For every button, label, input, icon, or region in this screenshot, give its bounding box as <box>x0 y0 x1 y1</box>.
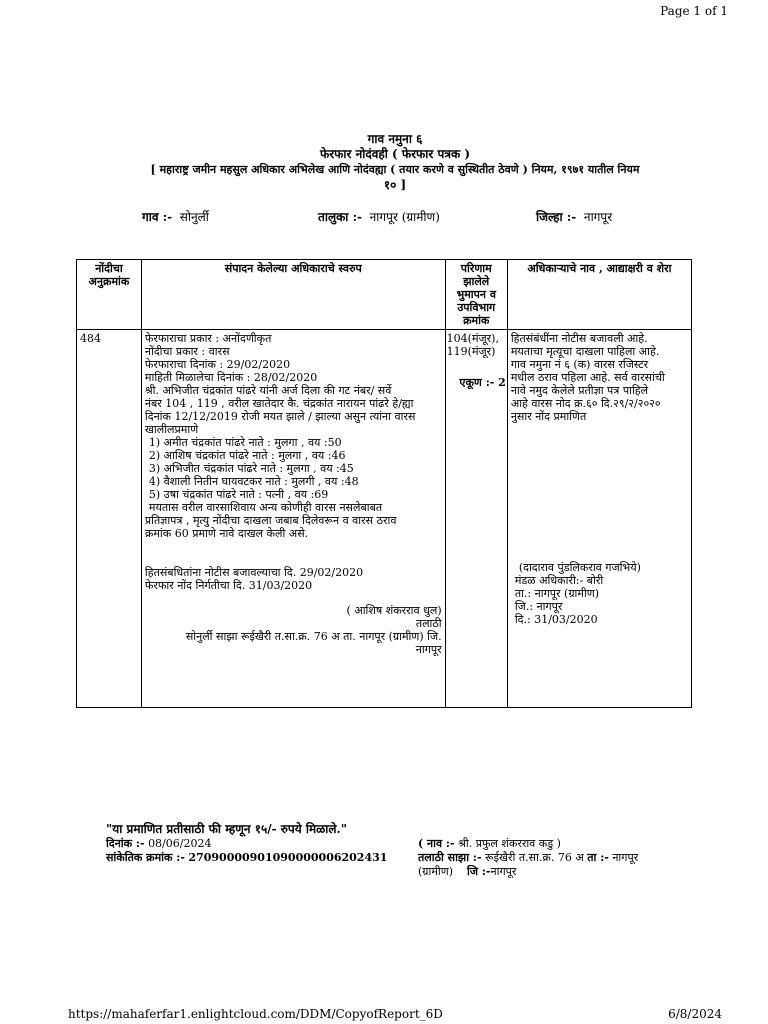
code-label: सांकेतिक क्रमांक :- <box>106 851 185 864</box>
district-label: जिल्हा :- <box>536 210 577 224</box>
table-row <box>77 330 692 708</box>
officer-circle: मंडळ अधिकारी:- बोरी <box>514 574 604 587</box>
detail-text: दिनांक 12/12/2019 रोजी मयत झाले / झाल्या असुन त्यांना वारस <box>144 410 416 423</box>
rights-details <box>141 330 445 708</box>
footer-code <box>106 851 387 865</box>
talathi-office-cont: नागपूर <box>415 643 442 656</box>
table-header-row <box>77 260 692 330</box>
remark-line: गाव नमुना नं ६ (क) वारस रजिस्टर <box>510 358 649 371</box>
page-label: Page 1 of 1 <box>660 4 728 18</box>
entry-type: नोंदीचा प्रकार : वारस <box>144 345 230 358</box>
col-rights: संपादन केलेल्या अधिकाराचे स्वरुप <box>141 260 445 330</box>
detail-text: क्रमांक 60 प्रमाणे नावे दाखल केली असे. <box>144 527 309 540</box>
district-value: नागपूर <box>583 210 613 224</box>
form-subtitle: फेरफार नोदंवही ( फेरफार पत्रक ) <box>319 147 471 161</box>
fee-statement: "या प्रमाणित प्रतीसाठी फी म्हणून १५/- रुपये मिळाले." <box>106 822 347 836</box>
survey-total: एकूण :- 2 <box>459 376 506 389</box>
talathi-office: सोनुर्ली साझा रूईखैरी त.सा.क्र. 76 अ ता. नागपूर (ग्रामीण) जि. <box>185 630 442 643</box>
form-rule-cont: १० ] <box>383 178 407 192</box>
footer-dist-value: नागपूर <box>490 865 517 878</box>
sajja-label: तलाठी साझा :- <box>418 851 482 864</box>
print-date: 6/8/2024 <box>668 1007 722 1021</box>
col-officer: अधिकाऱ्याचे नाव , आद्याक्षरी व शेरा <box>507 260 691 330</box>
page-url[interactable]: https://mahaferfar1.enlightcloud.com/DDM/CopyofReport_6D <box>68 1007 443 1021</box>
date-label: दिनांक :- <box>106 837 145 850</box>
heir-item: 2) आशिष चंद्रकांत पांढरे नाते : मुलगा , वय :46 <box>148 449 346 462</box>
sajja-value: रूईखैरी त.सा.क्र. 76 अ <box>485 851 584 864</box>
village-meta <box>142 208 209 225</box>
mutation-table <box>76 259 692 708</box>
remark-line: नुसार नोंद प्रमाणित <box>510 410 587 423</box>
heir-item: 5) उषा चंद्रकांत पांढरे नाते : पत्नी , वय :69 <box>148 488 329 501</box>
name-value: श्री. प्रफुल शंकरराव कडु ) <box>458 837 561 850</box>
entry-number: 484 <box>77 330 142 708</box>
col-entry-no: नोंदीचा अनुक्रमांक <box>77 260 142 330</box>
officer-date: दि.: 31/03/2020 <box>514 613 598 626</box>
talathi-name: ( आशिष शंकरराव धुल) <box>346 604 442 617</box>
survey-numbers <box>445 330 507 708</box>
remark-line: मयताचा मृत्यूचा दाखला पाहिला आहे. <box>510 345 660 358</box>
footer-rural: (ग्रामीण) <box>418 865 454 878</box>
remark-line: मधील ठराव पहिला आहे. सर्व वारसांची <box>510 371 665 384</box>
heir-item: 1) अमीत चंद्रकांत पांढरे नाते : मुलगा , वय :50 <box>148 436 342 449</box>
name-label: ( नाव :- <box>418 837 455 850</box>
form-rule: [ महाराष्ट्र जमीन महसुल अधिकार अभिलेख आणि नोदंवह्या ( तयार करणे व सुस्थितीत ठेवणे ) नियम, १९७१ यातील नियम <box>150 163 640 176</box>
remark-line: आहे वारस नोद क्र.६० दि.२९/२/२०२० <box>510 397 661 410</box>
footer-district <box>418 865 516 879</box>
village-value: सोनुर्ली <box>179 210 209 224</box>
village-label: गाव :- <box>142 210 173 224</box>
code-value: 27090000901090000006202431 <box>188 851 388 864</box>
officer-name: (दादाराव पुंडलिकराव गजभिये) <box>518 561 641 574</box>
form-title: गाव नमुना ६ <box>367 132 423 146</box>
heir-item: 4) वैशाली नितीन घायवटकर नाते : मुलगी , वय :48 <box>148 475 359 488</box>
taluka-meta <box>318 208 440 225</box>
detail-text: खालीलप्रमाणे <box>144 423 199 436</box>
talathi-role: तलाठी <box>415 617 442 630</box>
col-survey: परिणाम झालेले भुमापन व उपविभाग क्रमांक <box>445 260 507 330</box>
footer-taluka-label: ता :- <box>587 851 609 864</box>
notice-date: हितसंबधितांना नोटीस बजावल्याचा दि. 29/02/2020 <box>144 566 364 579</box>
remark-line: हितसंबंधींना नोटीस बजावली आहे. <box>510 332 648 345</box>
footer-taluka-value: नागपूर <box>612 851 639 864</box>
district-meta <box>536 208 612 225</box>
footer-sajja <box>418 851 638 865</box>
taluka-label: तालुका :- <box>318 210 362 224</box>
footer-date <box>106 837 211 851</box>
issued-date: फेरफार नोंद निर्गतीचा दि. 31/03/2020 <box>144 579 313 592</box>
footer-name <box>418 837 561 851</box>
detail-text: श्री. अभिजीत चंद्रकांत पांढरे यांनी अर्ज दिला की गट नंबर/ सर्वे <box>144 384 392 397</box>
survey-number: 104(मंजूर), <box>446 332 499 345</box>
heir-item: 3) अभिजीत चंद्रकांत पांढरे नाते : मुलगा , वय :45 <box>148 462 354 475</box>
detail-text: प्रतिज्ञापत्र , मृत्यु नोंदीचा दाखला जबाब दिलेवरून व वारस ठराव <box>144 514 397 527</box>
mutation-type: फेरफाराचा प्रकार : अनोंदणीकृत <box>144 332 272 345</box>
officer-district: जि.: नागपूर <box>514 600 563 613</box>
remark-line: नावे नमुद केलेले प्रतीज्ञा पत्र पाहिले <box>510 384 649 397</box>
taluka-value: नागपूर (ग्रामीण) <box>369 210 440 224</box>
detail-text: मयतास वरील वारसाशिवाय अन्य कोणीही वारस नसलेबाबत <box>148 501 383 514</box>
mutation-date: फेरफाराचा दिनांक : 29/02/2020 <box>144 358 291 371</box>
officer-taluka: ता.: नागपूर (ग्रामीण) <box>514 587 600 600</box>
info-date: माहिती मिळालेचा दिनांक : 28/02/2020 <box>144 371 318 384</box>
officer-remarks <box>507 330 691 708</box>
date-value: 08/06/2024 <box>148 837 212 850</box>
survey-number: 119(मंजूर) <box>446 345 496 358</box>
detail-text: नंबर 104 , 119 , वरील खातेदार कै. चंद्रकांत नारायन पांढरे हे/ह्या <box>144 397 414 410</box>
footer-dist-label: जि :- <box>467 865 491 878</box>
